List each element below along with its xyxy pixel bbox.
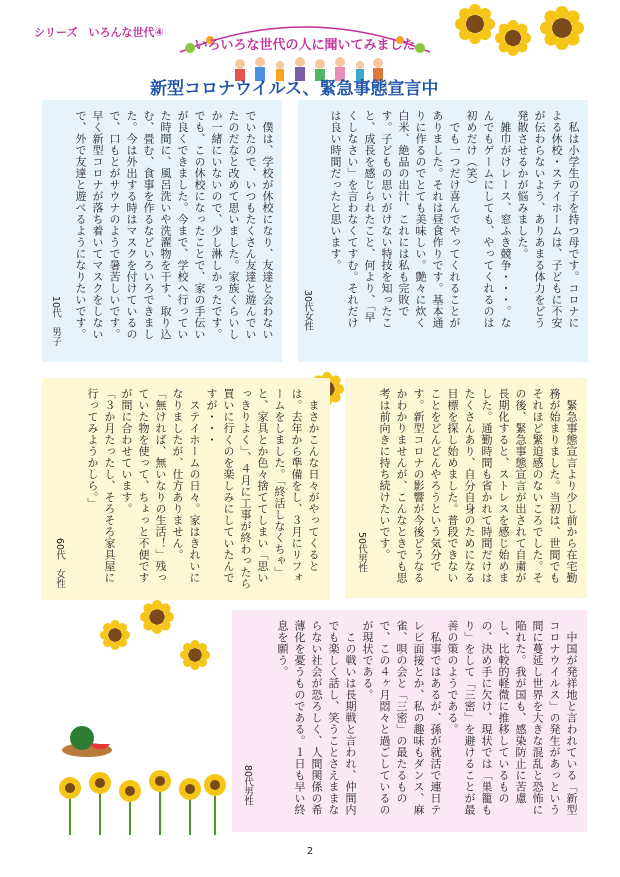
sunflower-icon bbox=[540, 6, 584, 50]
series-label: シリーズ いろんな世代④ bbox=[34, 26, 164, 39]
article-signature: 10代 男子 bbox=[50, 296, 61, 347]
article-text: 僕は、学校が休校になり、友達と会わないでいたので、いつもたくさん友達と遊んでいたのだなと改めて思いました。家族くらいしか一緒にいないので、少し淋しかったです。でも、この休校になったことで、家の手伝いが良くできました。今まで、学校へ行っていた時間に、風呂洗いや洗濯物を干す、取り込む、畳む、食事を作るなどいろいろできました。今は外出する時はマスクを付けているので、口もとがサウナのようで暑苦しいです。早く新型コロナが落ち着いてマスクをしないで、外で友達と遊べるようになりたいです。 bbox=[74, 110, 274, 340]
article-signature: 80代男性 bbox=[242, 765, 253, 806]
sunflower-icon bbox=[100, 620, 130, 650]
article-text: 私は小学生の子を持つ母です。コロナによる休校・ステイホームは、子どもに不安が伝わらないよう、ありあまる体力をどう発散させるかが悩みました。 雑巾がけレース、窓ふき競争・・・。なんでもゲームにしても、やってくれるのは初めだけ（笑） でも一つだけ喜んでやってくれることがありました。それは昼食作りです。基本通りに作るのでとても美味しい。艶々に炊く白米、絶品の出汁、これには私も完敗です。子どもの思いがけない特技を知ったこと、成長を感じられたこと、何より、「早くしなさい」を言わなくてすむ。それだけは良い時間だったと思います。 bbox=[329, 110, 580, 329]
page-title: 新型コロナウイルス、緊急事態宣言中 bbox=[150, 79, 439, 99]
article-signature: 60代 女性 bbox=[54, 538, 65, 589]
banner-title: いろいろな世代の人に聞いてみました bbox=[194, 38, 416, 53]
article-signature: 30代女性 bbox=[302, 290, 313, 331]
article-text: 中国が発祥地と言われている「新型コロナウイルス」の発生があっという間に蔓延し世界を大きな混乱と恐怖に陥れた。我が国も、感染防止に苦慮し、比較的軽微に推移しているものの、決め手に欠け、現状では「巣籠もり」をして「三密」を避けることが最善の策のようである。 私事ではあるが、孫が就活で連日テレビ面接とか、私の趣味もダンス、麻雀、唄の会と「三密」の最たるもので、この４ヶ月悶々と過ごしているのが現状である。 この戦いは長期戦と言われ、仲間内でも楽しく話し、笑うことさえままならない社会が恐ろしく、人間関係の希薄化を憂うものである。１日も早い終息を願う。 bbox=[276, 620, 578, 816]
article-text: 緊急事態宣言より少し前から在宅勤務が始まりました。当初は、世間でもそれほど緊迫感のないころでした。その後、緊急事態宣言が出されて自粛が長期化すると、ストレスを感じ始めました。通勤時間も省かれて時間だけはたくさんあり、自分自身のためになる目標を探し始めました。普段できないことをどんどんやろうという気分です。新型コロナの影響が今後どうなるかわかりませんが、こんなときでも思考は前向きに持ち続けたいです。 bbox=[378, 388, 578, 584]
sunflower-icon bbox=[180, 640, 210, 670]
sunflower-row-illustration bbox=[55, 770, 230, 835]
article-signature: 50代男性 bbox=[356, 532, 367, 573]
page-number: 2 bbox=[306, 846, 314, 857]
watermelon-icon bbox=[60, 718, 114, 758]
article-text: まさかこんな日々がやってくるとは。去年から準備をし、３月にリフォームをしました。「終活しなくちゃ」と、家具とか色々捨ててしまい「思いっきりよく」、４月に工事が終わったら買いに行くのを楽しみにしていたんですが・・・ ステイホームの日々。家はきれいになりましたが、仕方ありません。 「無ければ、無いなりの生活！」残っていた物を使って、ちょっと不便ですが間に合わせています。 「３か月たったし、そろそろ家具屋に行ってみようかしら。」 bbox=[86, 388, 320, 590]
sunflower-icon bbox=[140, 600, 174, 634]
sunflower-icon bbox=[495, 20, 531, 56]
sunflower-icon bbox=[455, 4, 495, 44]
